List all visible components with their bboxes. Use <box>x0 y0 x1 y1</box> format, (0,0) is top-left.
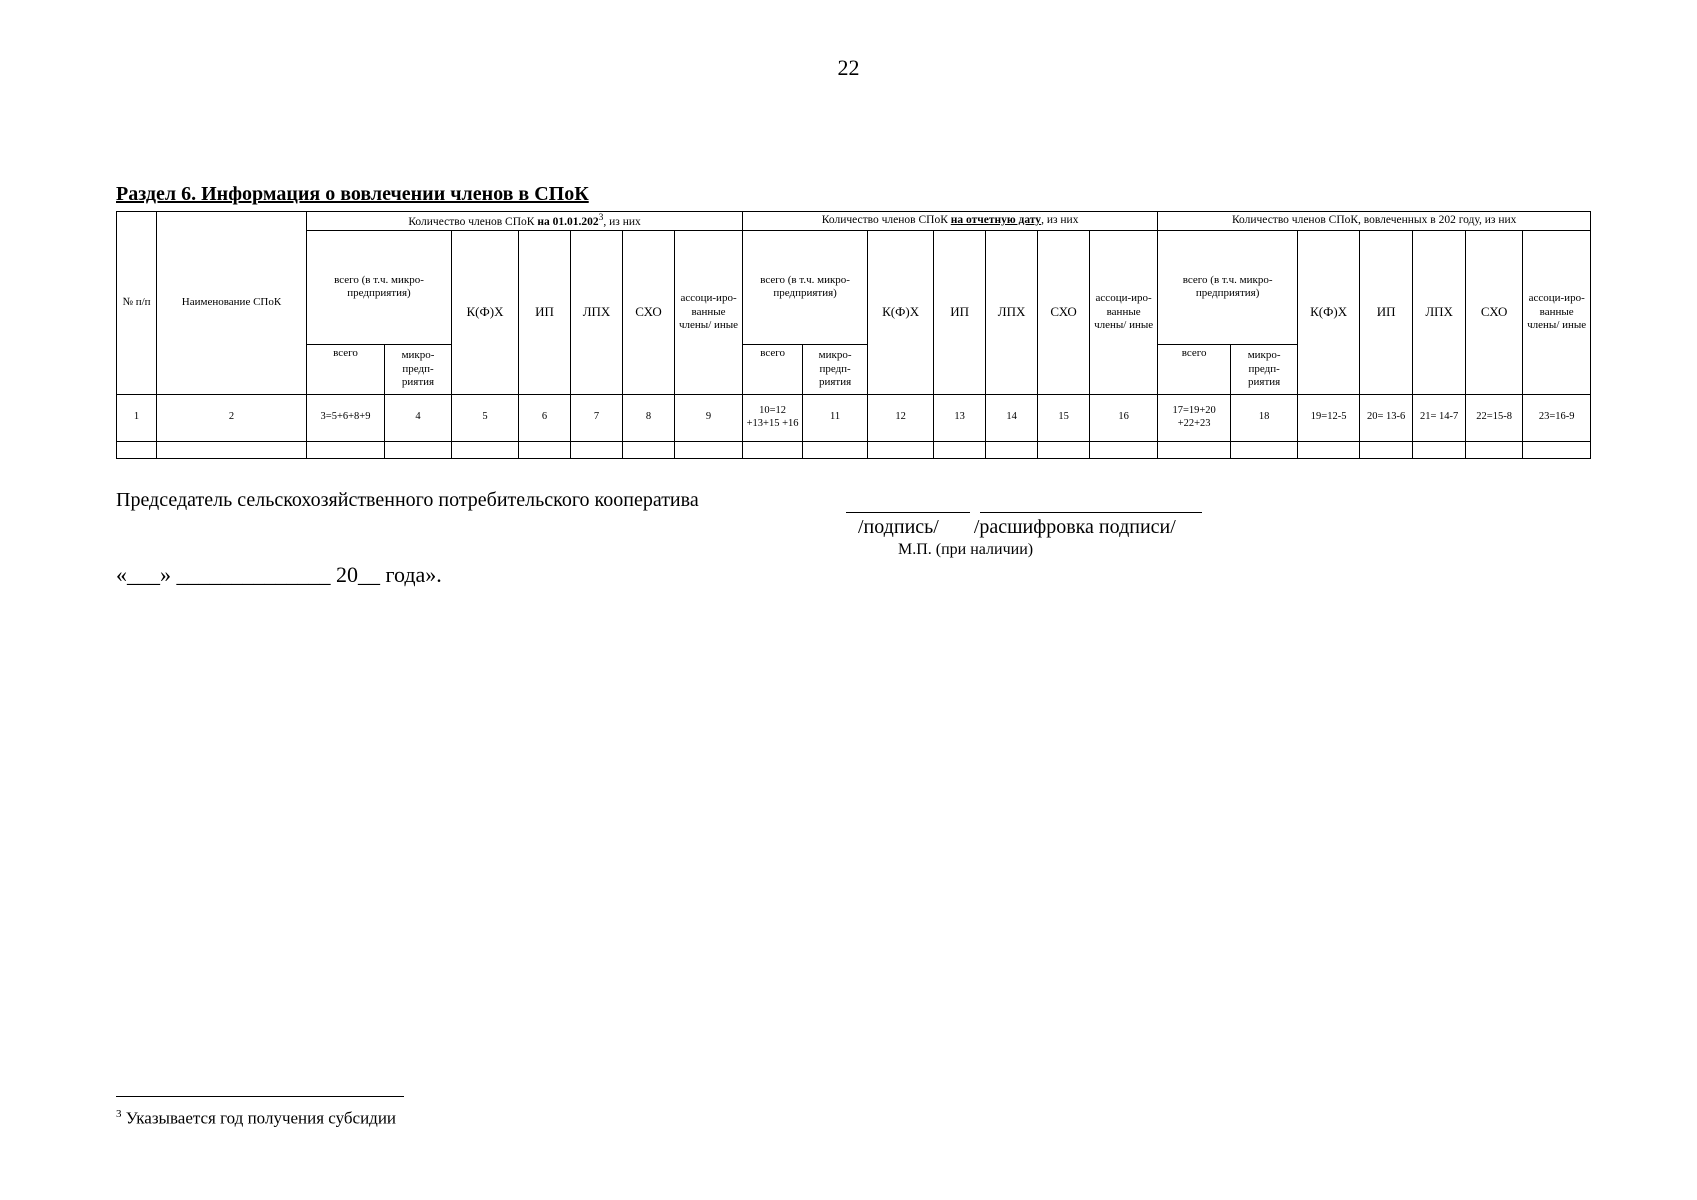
chairman-label: Председатель сельскохозяйственного потребительского кооператива <box>116 489 699 511</box>
empty-cell[interactable] <box>157 441 307 458</box>
header-row-columns <box>117 230 1591 344</box>
assoc-header-g3: ассоци-иро-ванные члены/ иные <box>1523 230 1591 394</box>
group-header-involved: Количество членов СПоК, вовлеченных в 202 году, из них <box>1158 212 1591 231</box>
empty-cell[interactable] <box>1298 441 1360 458</box>
sub-micro-g2: микро-предп-риятия <box>803 344 868 394</box>
colnum: 6 <box>519 394 571 441</box>
colnum: 12 <box>868 394 934 441</box>
empty-cell[interactable] <box>117 441 157 458</box>
colnum: 14 <box>986 394 1038 441</box>
colnum: 2 <box>157 394 307 441</box>
group-header-start-year: Количество членов СПоК на 01.01.202$^3$, из них <box>307 212 743 231</box>
signature-decode-label: /расшифровка подписи/ <box>973 516 1176 538</box>
colnum: 10=12 +13+15 +16 <box>743 394 803 441</box>
sub-total-g1: всего <box>307 344 385 394</box>
colnum: 20= 13-6 <box>1360 394 1413 441</box>
empty-cell[interactable] <box>1231 441 1298 458</box>
signature-label: /подпись/ <box>858 516 939 538</box>
ip-header-g1: ИП <box>519 230 571 394</box>
assoc-header-g1: ассоци-иро-ванные члены/ иные <box>675 230 743 394</box>
empty-cell[interactable] <box>743 441 803 458</box>
col-name-header: Наименование СПоК <box>157 212 307 395</box>
colnum: 19=12-5 <box>1298 394 1360 441</box>
kfx-header-g3: К(Ф)Х <box>1298 230 1360 394</box>
colnum: 4 <box>385 394 452 441</box>
empty-cell[interactable] <box>803 441 868 458</box>
ip-header-g3: ИП <box>1360 230 1413 394</box>
colnum: 21= 14-7 <box>1413 394 1466 441</box>
kfx-header-g1: К(Ф)Х <box>452 230 519 394</box>
sub-total-g2: всего <box>743 344 803 394</box>
ip-header-g2: ИП <box>934 230 986 394</box>
signature-line[interactable] <box>846 512 970 513</box>
col-number-header: № п/п <box>117 212 157 395</box>
empty-data-row <box>117 441 1591 458</box>
column-numbers-row <box>117 394 1591 441</box>
footnote-mark: 3 <box>116 1108 122 1120</box>
colnum: 13 <box>934 394 986 441</box>
empty-cell[interactable] <box>675 441 743 458</box>
empty-cell[interactable] <box>623 441 675 458</box>
members-table <box>116 211 1591 459</box>
sxo-header-g1: СХО <box>623 230 675 394</box>
empty-cell[interactable] <box>452 441 519 458</box>
lph-header-g3: ЛПХ <box>1413 230 1466 394</box>
colnum: 15 <box>1038 394 1090 441</box>
lph-header-g2: ЛПХ <box>986 230 1038 394</box>
empty-cell[interactable] <box>307 441 385 458</box>
colnum: 17=19+20 +22+23 <box>1158 394 1231 441</box>
sxo-header-g2: СХО <box>1038 230 1090 394</box>
empty-cell[interactable] <box>519 441 571 458</box>
kfx-header-g2: К(Ф)Х <box>868 230 934 394</box>
empty-cell[interactable] <box>986 441 1038 458</box>
total-header-g1: всего (в т.ч. микро-предприятия) <box>307 230 452 344</box>
empty-cell[interactable] <box>1158 441 1231 458</box>
group-header-report-date: Количество членов СПоК на отчетную дату, из них <box>743 212 1158 231</box>
empty-cell[interactable] <box>1360 441 1413 458</box>
sub-total-g3: всего <box>1158 344 1231 394</box>
colnum: 18 <box>1231 394 1298 441</box>
total-header-g3: всего (в т.ч. микро-предприятия) <box>1158 230 1298 344</box>
colnum: 16 <box>1090 394 1158 441</box>
page-number: 22 <box>837 55 860 80</box>
footnote <box>116 1108 396 1129</box>
empty-cell[interactable] <box>571 441 623 458</box>
date-line: «___» ______________ 20__ года». <box>116 562 442 587</box>
colnum: 8 <box>623 394 675 441</box>
signature-labels <box>858 516 1206 539</box>
sub-micro-g1: микро-предп-риятия <box>385 344 452 394</box>
colnum: 3=5+6+8+9 <box>307 394 385 441</box>
header-row-groups <box>117 212 1591 231</box>
colnum: 11 <box>803 394 868 441</box>
colnum: 5 <box>452 394 519 441</box>
stamp-label: М.П. (при наличии) <box>898 541 1034 558</box>
empty-cell[interactable] <box>1413 441 1466 458</box>
colnum: 7 <box>571 394 623 441</box>
signature-decode-line[interactable] <box>980 512 1202 513</box>
footnote-text: Указывается год получения субсидии <box>121 1108 397 1128</box>
assoc-header-g2: ассоци-иро-ванные члены/ иные <box>1090 230 1158 394</box>
empty-cell[interactable] <box>868 441 934 458</box>
empty-cell[interactable] <box>385 441 452 458</box>
section-title: Раздел 6. Информация о вовлечении членов в СПоК <box>116 183 589 205</box>
sub-micro-g3: микро-предп-риятия <box>1231 344 1298 394</box>
colnum: 22=15-8 <box>1466 394 1523 441</box>
colnum: 23=16-9 <box>1523 394 1591 441</box>
empty-cell[interactable] <box>1090 441 1158 458</box>
sxo-header-g3: СХО <box>1466 230 1523 394</box>
empty-cell[interactable] <box>934 441 986 458</box>
colnum: 1 <box>117 394 157 441</box>
empty-cell[interactable] <box>1038 441 1090 458</box>
lph-header-g1: ЛПХ <box>571 230 623 394</box>
empty-cell[interactable] <box>1523 441 1591 458</box>
colnum: 9 <box>675 394 743 441</box>
footnote-divider <box>116 1096 404 1097</box>
total-header-g2: всего (в т.ч. микро-предприятия) <box>743 230 868 344</box>
empty-cell[interactable] <box>1466 441 1523 458</box>
